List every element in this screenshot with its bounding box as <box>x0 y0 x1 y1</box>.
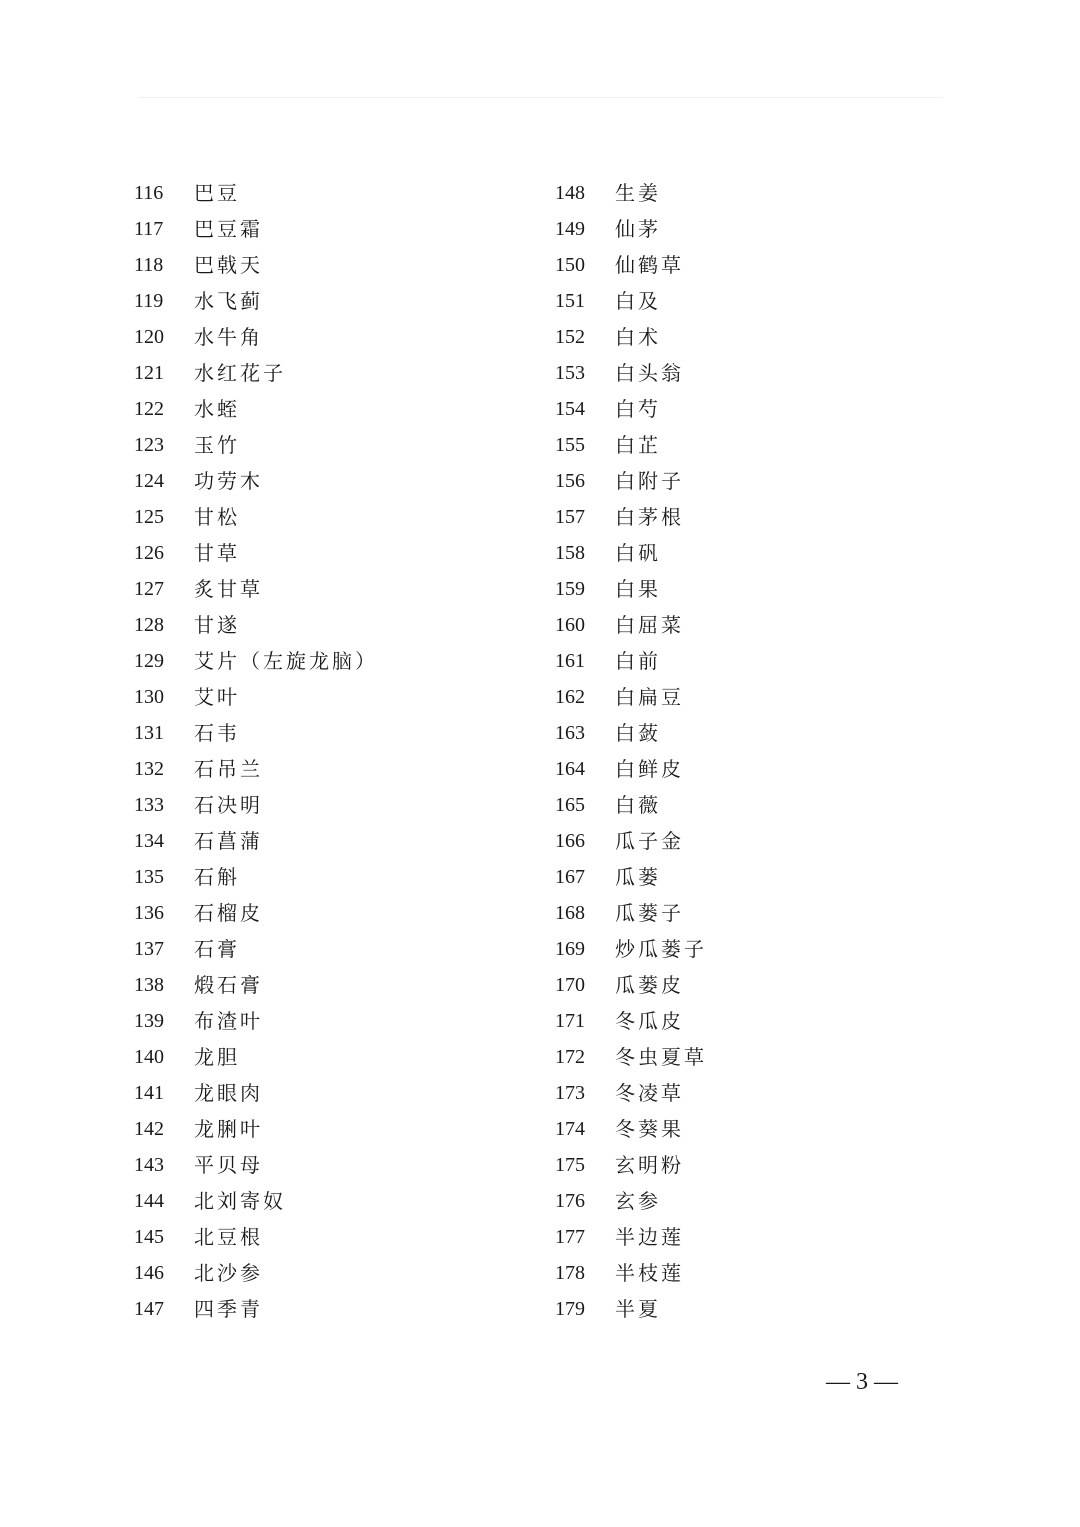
item-number: 146 <box>134 1262 164 1284</box>
list-item <box>555 283 707 319</box>
item-number: 127 <box>134 578 164 600</box>
item-number: 164 <box>555 758 585 780</box>
item-number: 117 <box>134 218 164 240</box>
item-number: 176 <box>555 1190 585 1212</box>
item-number: 156 <box>555 470 585 492</box>
list-item <box>555 391 707 427</box>
item-number: 160 <box>555 614 585 636</box>
list-item <box>134 607 378 643</box>
list-item <box>134 175 378 211</box>
item-number: 175 <box>555 1154 585 1176</box>
item-name: 玄参 <box>615 1189 661 1213</box>
list-item <box>134 247 378 283</box>
item-number: 142 <box>134 1118 164 1140</box>
list-item <box>555 715 707 751</box>
item-name: 白前 <box>615 649 661 673</box>
list-item <box>134 499 378 535</box>
item-name: 龙脷叶 <box>194 1117 263 1141</box>
item-name: 龙胆 <box>194 1045 240 1069</box>
item-name: 冬瓜皮 <box>615 1009 684 1033</box>
item-name: 北豆根 <box>194 1225 263 1249</box>
item-number: 170 <box>555 974 585 996</box>
list-item <box>555 931 707 967</box>
item-name: 玉竹 <box>194 433 240 457</box>
item-number: 145 <box>134 1226 164 1248</box>
item-name: 玄明粉 <box>615 1153 684 1177</box>
item-name: 炙甘草 <box>194 577 263 601</box>
list-item <box>555 751 707 787</box>
list-item <box>555 643 707 679</box>
item-number: 178 <box>555 1262 585 1284</box>
list-item <box>555 1039 707 1075</box>
item-number: 167 <box>555 866 585 888</box>
item-number: 133 <box>134 794 164 816</box>
list-item <box>555 499 707 535</box>
item-number: 119 <box>134 290 164 312</box>
item-name: 白术 <box>615 325 661 349</box>
item-number: 161 <box>555 650 585 672</box>
item-name: 巴豆 <box>194 181 240 205</box>
item-name: 白扁豆 <box>615 685 684 709</box>
item-number: 135 <box>134 866 164 888</box>
item-name: 白附子 <box>615 469 684 493</box>
item-name: 水飞蓟 <box>194 289 263 313</box>
item-number: 130 <box>134 686 164 708</box>
item-number: 137 <box>134 938 164 960</box>
item-name: 白果 <box>615 577 661 601</box>
item-name: 水红花子 <box>194 361 286 385</box>
item-number: 163 <box>555 722 585 744</box>
item-number: 141 <box>134 1082 164 1104</box>
item-name: 甘遂 <box>194 613 240 637</box>
item-number: 154 <box>555 398 585 420</box>
item-number: 173 <box>555 1082 585 1104</box>
item-name: 水牛角 <box>194 325 263 349</box>
item-number: 169 <box>555 938 585 960</box>
item-number: 144 <box>134 1190 164 1212</box>
list-item <box>134 931 378 967</box>
list-item <box>134 355 378 391</box>
list-item <box>134 643 378 679</box>
item-number: 162 <box>555 686 585 708</box>
item-name: 艾片（左旋龙脑） <box>194 649 378 673</box>
item-number: 118 <box>134 254 164 276</box>
list-item <box>134 823 378 859</box>
item-number: 136 <box>134 902 164 924</box>
list-item <box>134 319 378 355</box>
item-number: 153 <box>555 362 585 384</box>
item-name: 甘草 <box>194 541 240 565</box>
list-item <box>134 1183 378 1219</box>
item-name: 甘松 <box>194 505 240 529</box>
list-item <box>134 463 378 499</box>
item-name: 四季青 <box>194 1297 263 1321</box>
item-name: 北沙参 <box>194 1261 263 1285</box>
item-number: 168 <box>555 902 585 924</box>
item-name: 煅石膏 <box>194 973 263 997</box>
item-number: 122 <box>134 398 164 420</box>
item-number: 147 <box>134 1298 164 1320</box>
list-item <box>555 319 707 355</box>
left-column <box>134 175 378 1327</box>
item-number: 172 <box>555 1046 585 1068</box>
item-name: 石膏 <box>194 937 240 961</box>
list-item <box>555 463 707 499</box>
item-name: 冬凌草 <box>615 1081 684 1105</box>
item-number: 148 <box>555 182 585 204</box>
item-number: 179 <box>555 1298 585 1320</box>
item-number: 129 <box>134 650 164 672</box>
item-number: 143 <box>134 1154 164 1176</box>
item-name: 瓜子金 <box>615 829 684 853</box>
item-name: 瓜蒌皮 <box>615 973 684 997</box>
item-name: 白茅根 <box>615 505 684 529</box>
list-item <box>134 679 378 715</box>
item-name: 石决明 <box>194 793 263 817</box>
list-item <box>134 211 378 247</box>
list-item <box>134 967 378 1003</box>
item-name: 白芷 <box>615 433 661 457</box>
list-item <box>134 1147 378 1183</box>
list-item <box>555 823 707 859</box>
list-item <box>134 427 378 463</box>
list-item <box>555 1183 707 1219</box>
list-item <box>555 1255 707 1291</box>
item-name: 石韦 <box>194 721 240 745</box>
item-name: 巴戟天 <box>194 253 263 277</box>
item-name: 白鲜皮 <box>615 757 684 781</box>
item-number: 152 <box>555 326 585 348</box>
item-number: 149 <box>555 218 585 240</box>
item-number: 140 <box>134 1046 164 1068</box>
list-item <box>555 895 707 931</box>
item-name: 半夏 <box>615 1297 661 1321</box>
list-item <box>555 355 707 391</box>
item-name: 仙鹤草 <box>615 253 684 277</box>
list-item <box>555 607 707 643</box>
item-number: 138 <box>134 974 164 996</box>
item-number: 151 <box>555 290 585 312</box>
item-name: 半枝莲 <box>615 1261 684 1285</box>
item-number: 174 <box>555 1118 585 1140</box>
list-item <box>134 1255 378 1291</box>
item-name: 白芍 <box>615 397 661 421</box>
item-number: 120 <box>134 326 164 348</box>
item-name: 冬葵果 <box>615 1117 684 1141</box>
list-item <box>555 1003 707 1039</box>
item-name: 白蔹 <box>615 721 661 745</box>
item-name: 艾叶 <box>194 685 240 709</box>
list-item <box>134 283 378 319</box>
list-item <box>134 1075 378 1111</box>
item-number: 123 <box>134 434 164 456</box>
item-number: 171 <box>555 1010 585 1032</box>
item-name: 功劳木 <box>194 469 263 493</box>
item-name: 冬虫夏草 <box>615 1045 707 1069</box>
list-item <box>555 175 707 211</box>
list-item <box>134 1039 378 1075</box>
item-number: 132 <box>134 758 164 780</box>
item-name: 白矾 <box>615 541 661 565</box>
item-name: 白头翁 <box>615 361 684 385</box>
item-name: 石斛 <box>194 865 240 889</box>
item-name: 巴豆霜 <box>194 217 263 241</box>
list-item <box>555 859 707 895</box>
item-number: 165 <box>555 794 585 816</box>
list-item <box>134 859 378 895</box>
item-number: 134 <box>134 830 164 852</box>
list-item <box>555 1111 707 1147</box>
list-item <box>555 967 707 1003</box>
list-item <box>555 247 707 283</box>
item-number: 139 <box>134 1010 164 1032</box>
item-name: 炒瓜蒌子 <box>615 937 707 961</box>
item-name: 瓜蒌 <box>615 865 661 889</box>
list-item <box>555 427 707 463</box>
item-number: 125 <box>134 506 164 528</box>
list-item <box>555 679 707 715</box>
item-name: 生姜 <box>615 181 661 205</box>
page-number: — 3 — <box>826 1369 898 1395</box>
list-item <box>555 1147 707 1183</box>
item-name: 平贝母 <box>194 1153 263 1177</box>
item-name: 瓜蒌子 <box>615 901 684 925</box>
item-name: 石吊兰 <box>194 757 263 781</box>
list-item <box>555 211 707 247</box>
list-item <box>555 571 707 607</box>
item-number: 166 <box>555 830 585 852</box>
item-name: 白屈菜 <box>615 613 684 637</box>
item-name: 半边莲 <box>615 1225 684 1249</box>
item-number: 150 <box>555 254 585 276</box>
item-number: 126 <box>134 542 164 564</box>
item-number: 159 <box>555 578 585 600</box>
list-item <box>555 1291 707 1327</box>
item-number: 155 <box>555 434 585 456</box>
item-name: 布渣叶 <box>194 1009 263 1033</box>
list-item <box>555 1075 707 1111</box>
list-item <box>134 535 378 571</box>
list-item <box>555 535 707 571</box>
item-name: 北刘寄奴 <box>194 1189 286 1213</box>
list-item <box>134 571 378 607</box>
list-item <box>134 1291 378 1327</box>
list-item <box>134 1111 378 1147</box>
item-number: 158 <box>555 542 585 564</box>
right-column <box>555 175 707 1327</box>
item-name: 白薇 <box>615 793 661 817</box>
list-item <box>134 787 378 823</box>
list-item <box>555 1219 707 1255</box>
item-number: 131 <box>134 722 164 744</box>
item-number: 177 <box>555 1226 585 1248</box>
item-number: 128 <box>134 614 164 636</box>
list-item <box>134 715 378 751</box>
item-number: 157 <box>555 506 585 528</box>
item-name: 石榴皮 <box>194 901 263 925</box>
list-item <box>134 1219 378 1255</box>
item-number: 116 <box>134 182 164 204</box>
list-item <box>555 787 707 823</box>
item-name: 龙眼肉 <box>194 1081 263 1105</box>
item-number: 121 <box>134 362 164 384</box>
item-name: 水蛭 <box>194 397 240 421</box>
item-number: 124 <box>134 470 164 492</box>
item-name: 仙茅 <box>615 217 661 241</box>
item-name: 白及 <box>615 289 661 313</box>
list-item <box>134 1003 378 1039</box>
item-name: 石菖蒲 <box>194 829 263 853</box>
list-item <box>134 391 378 427</box>
list-item <box>134 751 378 787</box>
list-item <box>134 895 378 931</box>
header-divider <box>138 97 943 98</box>
